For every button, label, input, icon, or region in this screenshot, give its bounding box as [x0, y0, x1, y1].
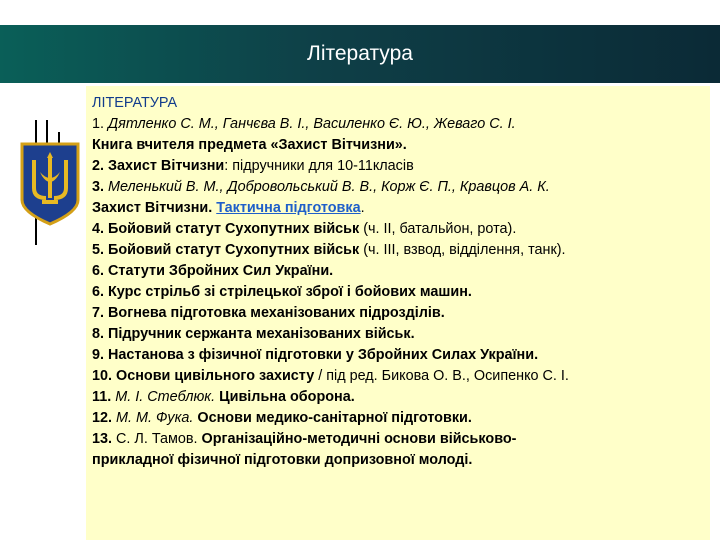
list-item: 3. Меленький В. М., Добровольський В. В., Корж Є. П., Кравцов А. К. [92, 179, 550, 195]
list-item: 12. М. М. Фука. Основи медико-санітарної підготовки. [92, 410, 472, 426]
list-item: 4. Бойовий статут Сухопутних військ (ч. ІІ, батальйон, рота). [92, 221, 517, 237]
list-item: 7. Вогнева підготовка механізованих підрозділів. [92, 305, 445, 321]
literature-heading: ЛІТЕРАТУРА [92, 95, 178, 111]
list-item: 2. Захист Вітчизни: підручники для 10-11класів [92, 158, 414, 174]
slide-header [0, 25, 720, 83]
list-item: Книга вчителя предмета «Захист Вітчизни». [92, 137, 407, 153]
list-item: прикладної фізичної підготовки допризовної молоді. [92, 452, 473, 468]
list-item: 6. Статути Збройних Сил України. [92, 263, 334, 279]
tactical-training-link[interactable]: Тактична підготовка [216, 200, 361, 216]
list-item: 10. Основи цивільного захисту / під ред. Бикова О. В., Осипенко С. І. [92, 368, 569, 384]
list-item: 1. Дятленко С. М., Ганчєва В. І., Василенко Є. Ю., Жеваго С. І. [92, 116, 516, 132]
trident-emblem-icon [20, 142, 80, 226]
slide-title: Література [307, 42, 413, 65]
list-item: 9. Настанова з фізичної підготовки у Збройних Силах України. [92, 347, 539, 363]
list-item: 8. Підручник сержанта механізованих військ. [92, 326, 415, 342]
list-item: 5. Бойовий статут Сухопутних військ (ч. ІІІ, взвод, відділення, танк). [92, 242, 566, 258]
list-item: 13. С. Л. Тамов. Організаційно-методичні основи військово- [92, 431, 517, 447]
list-item: 11. М. І. Стеблюк. Цивільна оборона. [92, 389, 355, 405]
list-item: 6. Курс стрільб зі стрілецької зброї і бойових машин. [92, 284, 472, 300]
list-item: Захист Вітчизни. Тактична підготовка. [92, 200, 365, 216]
literature-list [92, 93, 707, 471]
